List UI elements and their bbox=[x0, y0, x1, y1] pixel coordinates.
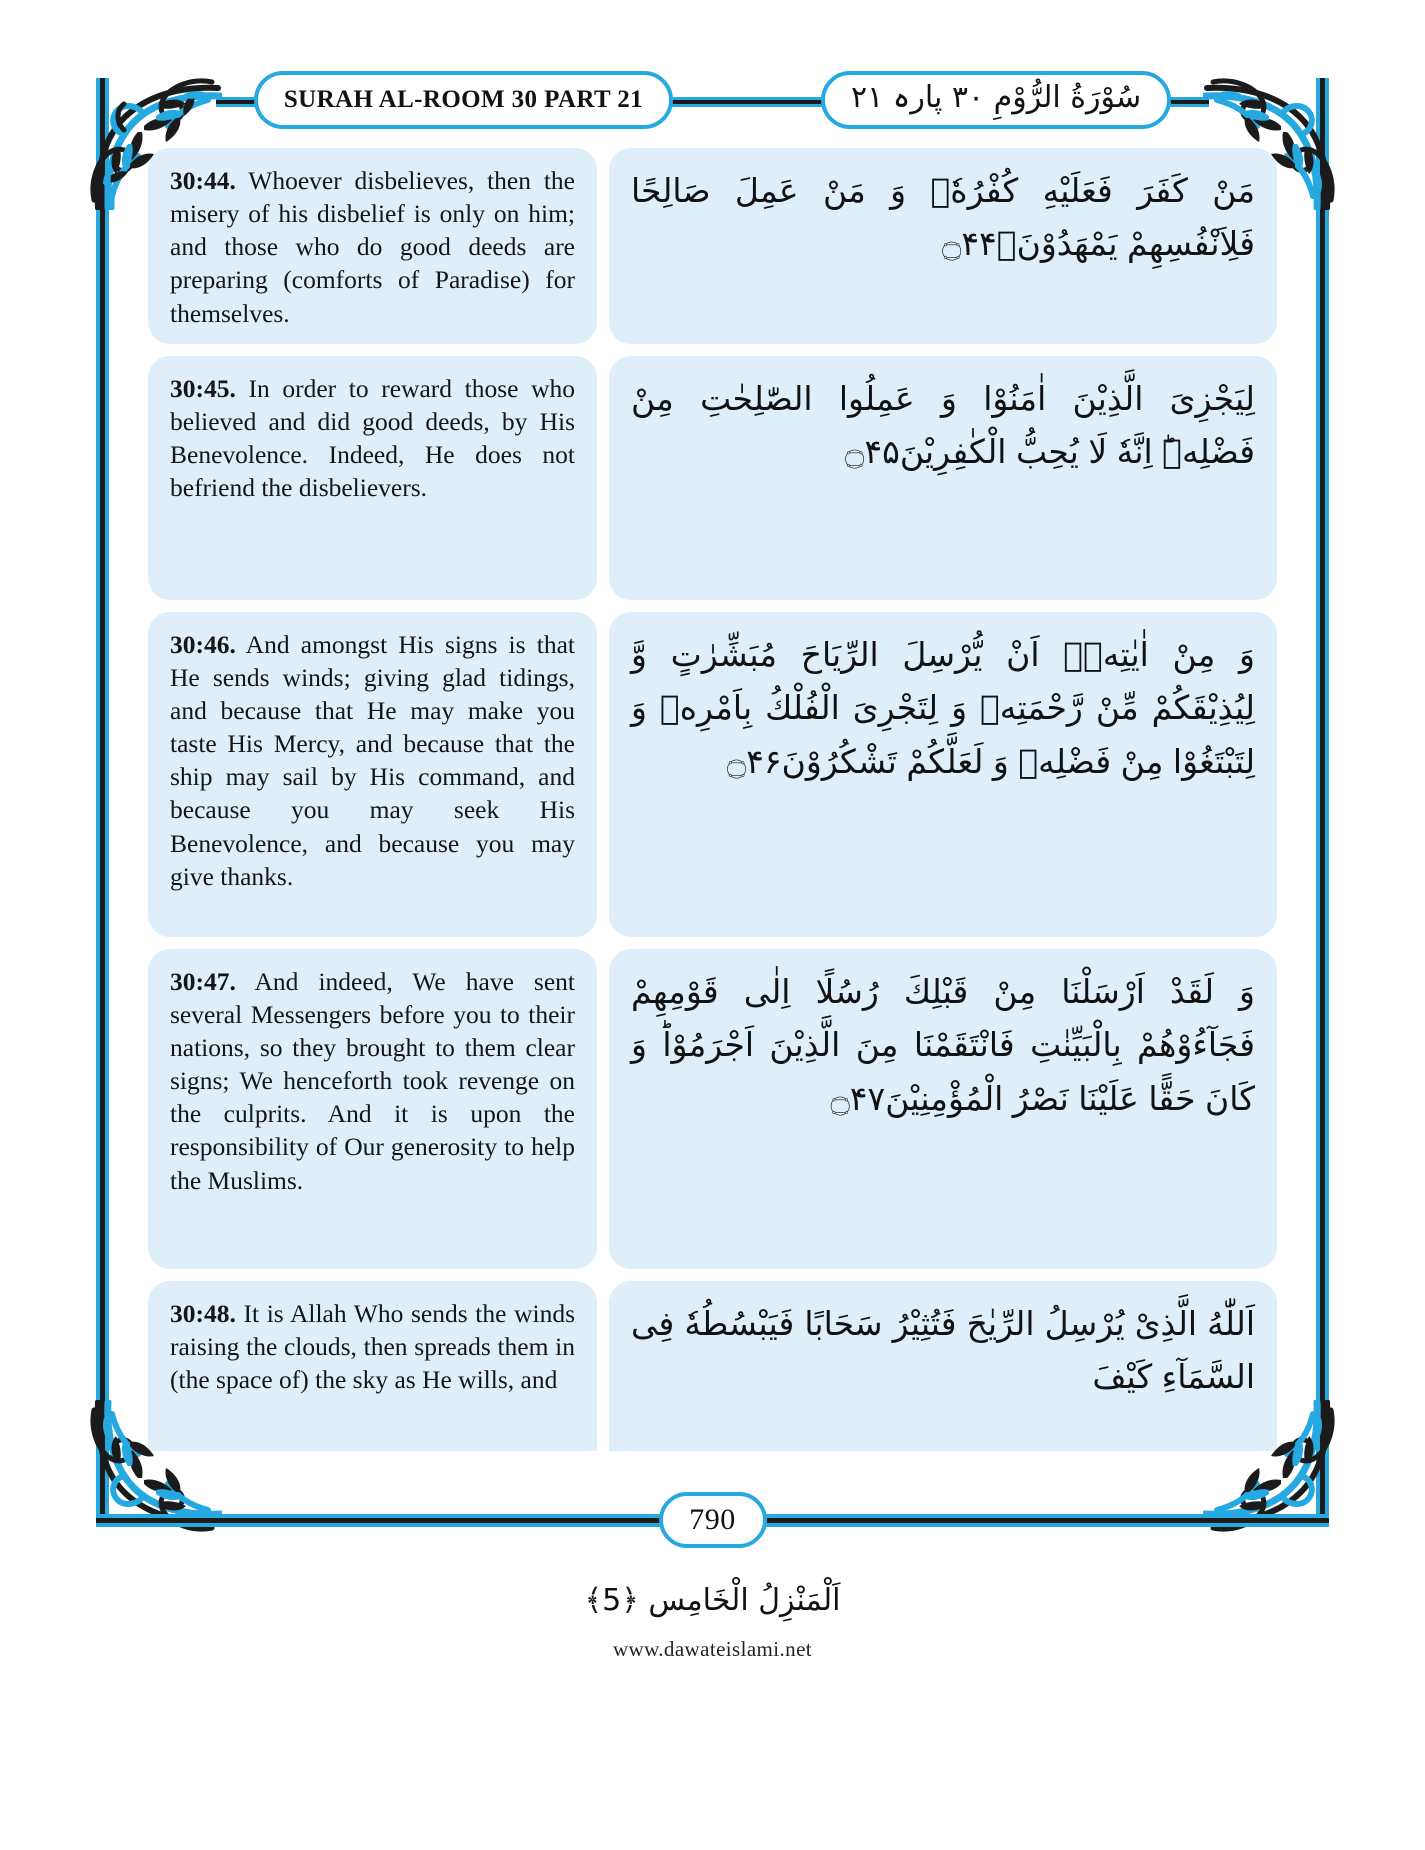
surah-title-arabic-pill bbox=[821, 71, 1171, 129]
verse-english-body: In order to reward those who believed and did good deeds, by His Benevolence. Indeed, He does not befriend the disbelievers. bbox=[170, 373, 575, 503]
verse-arabic-text: اَللّٰهُ الَّذِیْ یُرْسِلُ الرِّیٰحَ فَتُثِیْرُ سَحَابًا فَیَبْسُطُهٗ فِی السَّمَآءِ كَیْفَ bbox=[631, 1303, 1255, 1397]
page-footer bbox=[96, 1490, 1329, 1550]
verse-english-body: And amongst His signs is that He sends winds; giving glad tidings, and because that He may make you taste His Mercy, and because that the ship may sail by His command, and because you may seek His Benevolence, and because you may give thanks. bbox=[170, 629, 575, 891]
manzil-label: اَلْمَنْزِلُ الْخَامِس ﴿5﴾ bbox=[584, 1583, 841, 1618]
verse-english-body: Whoever disbelieves, then the misery of his disbelief is only on him; and those who do good deeds are preparing (comforts of Paradise) for themselves. bbox=[170, 166, 575, 328]
verse-arabic-panel bbox=[609, 949, 1277, 1269]
verse-row bbox=[148, 1281, 1277, 1451]
verse-reference: 30:44. bbox=[170, 166, 236, 195]
verse-english-panel bbox=[148, 356, 597, 600]
border-rule-left bbox=[96, 78, 109, 1520]
verse-reference: 30:48. bbox=[170, 1298, 236, 1328]
surah-title-arabic: سُوْرَةُ الرُّوْمِ ۳۰ پارہ ۲۱ bbox=[851, 80, 1142, 115]
verse-english-text bbox=[170, 628, 575, 893]
verse-english-text bbox=[170, 372, 575, 505]
verse-arabic-text: لِیَجْزِیَ الَّذِیْنَ اٰمَنُوْا وَ عَمِلُوا الصّٰلِحٰتِ مِنْ فَضْلِهٖؕ اِنَّهٗ لَا یُحِبُّ الْكٰفِرِیْنَ۝۴۵ bbox=[631, 378, 1255, 472]
page-header bbox=[96, 70, 1329, 130]
page-number-pill bbox=[659, 1492, 767, 1548]
page-number: 790 bbox=[689, 1503, 736, 1536]
verse-row bbox=[148, 612, 1277, 937]
verse-arabic-panel bbox=[609, 356, 1277, 600]
verse-english-text bbox=[170, 965, 575, 1197]
verse-english-body: And indeed, We have sent several Messengers before you to their nations, so they brought to them clear signs; We henceforth took revenge on the culprits. And it is upon the responsibility of Our generosity to help the Muslims. bbox=[170, 966, 575, 1195]
verse-list bbox=[148, 148, 1277, 1490]
verse-row bbox=[148, 949, 1277, 1269]
verse-arabic-text: مَنْ كَفَرَ فَعَلَيْهِ كُفْرُهٗۚ وَ مَنْ عَمِلَ صَالِحًا فَلِاَنْفُسِهِمْ یَمْهَدُوْنَۙ۝۴۴ bbox=[631, 171, 1255, 264]
verse-english-panel bbox=[148, 612, 597, 937]
surah-title-english-pill bbox=[254, 71, 673, 129]
verse-english-body: It is Allah Who sends the winds raising the clouds, then spreads them in (the space of) the sky as He wills, and bbox=[170, 1298, 575, 1394]
website-url: www.dawateislami.net bbox=[612, 1637, 813, 1661]
border-rule-right bbox=[1316, 78, 1329, 1520]
verse-arabic-text: وَ مِنْ اٰیٰتِهٖۤ اَنْ یُّرْسِلَ الرِّیَاحَ مُبَشِّرٰتٍ وَّ لِیُذِیْقَكُمْ مِّنْ رَّحْمَتِهٖ وَ لِتَجْرِیَ الْفُلْكُ بِاَمْرِهٖ وَ لِتَبْتَغُوْا مِنْ فَضْلِهٖ وَ لَعَلَّكُمْ تَشْكُرُوْنَ۝۴۶ bbox=[631, 634, 1255, 781]
verse-arabic-panel bbox=[609, 148, 1277, 344]
verse-reference: 30:45. bbox=[170, 373, 236, 403]
verse-arabic-text: وَ لَقَدْ اَرْسَلْنَا مِنْ قَبْلِكَ رُسُلًا اِلٰى قَوْمِهِمْ فَجَآءُوْهُمْ بِالْبَیِّنٰتِ فَانْتَقَمْنَا مِنَ الَّذِیْنَ اَجْرَمُوْاؕ وَ كَانَ حَقًّا عَلَیْنَا نَصْرُ الْمُؤْمِنِیْنَ۝۴۷ bbox=[631, 971, 1255, 1118]
verse-reference: 30:46. bbox=[170, 629, 236, 659]
verse-arabic-panel bbox=[609, 1281, 1277, 1451]
verse-english-text bbox=[170, 1297, 575, 1396]
verse-reference: 30:47. bbox=[170, 966, 236, 996]
verse-english-panel bbox=[148, 949, 597, 1269]
verse-row bbox=[148, 356, 1277, 600]
verse-english-text bbox=[170, 164, 575, 330]
surah-title-english: SURAH AL-ROOM 30 PART 21 bbox=[283, 86, 644, 113]
verse-row bbox=[148, 148, 1277, 344]
verse-arabic-panel bbox=[609, 612, 1277, 937]
